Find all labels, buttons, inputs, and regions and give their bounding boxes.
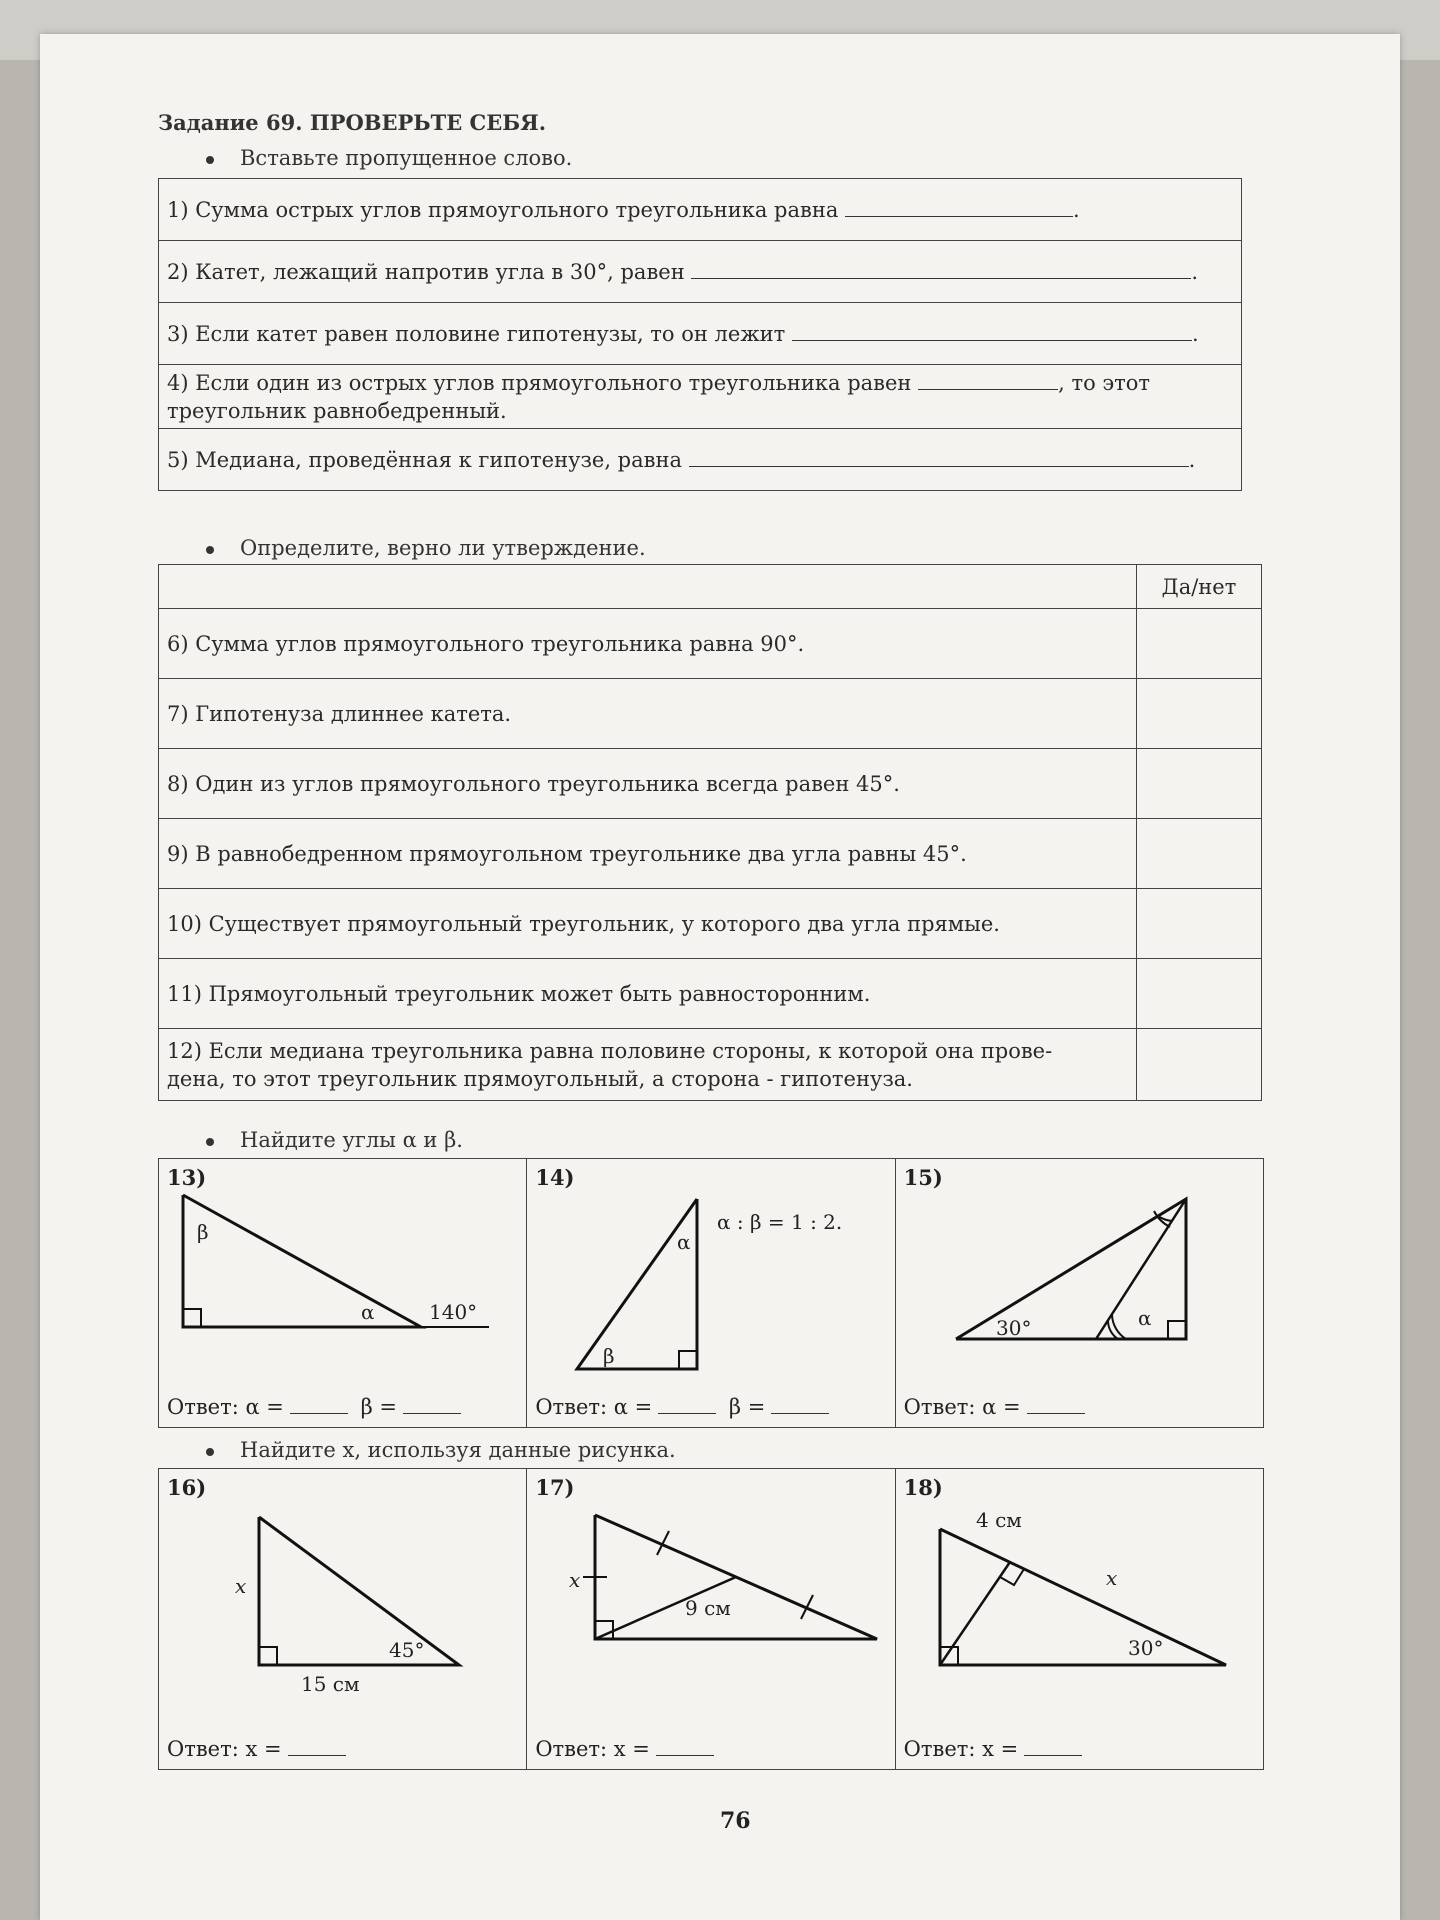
section3-instruction-text: Найдите углы α и β.: [240, 1128, 463, 1152]
tf-answer-cell[interactable]: [1137, 749, 1262, 819]
label-angle-30: 30°: [1127, 1636, 1164, 1660]
fill-cell: [159, 303, 1242, 365]
triangle-13-figure: [159, 1159, 526, 1427]
find-x-problems-grid: [158, 1468, 1264, 1770]
section1-instruction: [206, 146, 572, 170]
answer-line: [167, 1737, 352, 1761]
problem-13: [159, 1159, 527, 1427]
section4-instruction-text: Найдите x, используя данные рисунка.: [240, 1438, 676, 1462]
fill-in-table: [158, 178, 1242, 491]
answer-line: [904, 1395, 1091, 1419]
answer-x-blank[interactable]: [288, 1739, 346, 1756]
triangle-14-figure: [527, 1159, 895, 1427]
tf-row: [159, 1029, 1262, 1101]
label-beta: β: [197, 1220, 209, 1244]
answer-blank[interactable]: [918, 371, 1058, 390]
label-x: x: [235, 1574, 247, 1598]
tf-answer-cell[interactable]: [1137, 679, 1262, 749]
section2-instruction: [206, 536, 646, 560]
fill-text: 5) Медиана, проведённая к гипотенузе, равна: [167, 447, 682, 472]
fill-text: 3) Если катет равен половине гипотенузы, то он лежит: [167, 321, 786, 346]
triangle-16-figure: [159, 1469, 526, 1769]
tf-statement-line2: дена, то этот треугольник прямоугольный, а сторона - гипотенуза.: [167, 1066, 913, 1091]
fill-cell: [159, 365, 1242, 429]
tf-row: [159, 679, 1262, 749]
label-median-9: 9 см: [685, 1596, 732, 1620]
fill-cell: [159, 179, 1242, 241]
problem-14: [527, 1159, 895, 1427]
true-false-table: [158, 564, 1262, 1101]
problem-17: [527, 1469, 895, 1769]
answer-blank[interactable]: [689, 448, 1189, 467]
fill-text: 2) Катет, лежащий напротив угла в 30°, равен: [167, 259, 685, 284]
label-alpha: α: [677, 1230, 691, 1254]
label-angle-45: 45°: [389, 1638, 425, 1662]
triangle-17-figure: [527, 1469, 895, 1769]
tf-answer-cell[interactable]: [1137, 889, 1262, 959]
problem-number: 17): [535, 1475, 575, 1500]
answer-beta-blank[interactable]: [771, 1397, 829, 1414]
problem-number: 16): [167, 1475, 207, 1500]
answer-line: [167, 1395, 467, 1419]
label-alpha: α: [361, 1300, 375, 1324]
answer-line: [904, 1737, 1089, 1761]
triangle-18-figure: [896, 1469, 1264, 1769]
label-x: x: [569, 1568, 581, 1592]
answer-alpha-label: Ответ: α =: [167, 1395, 284, 1419]
section2-instruction-text: Определите, верно ли утверждение.: [240, 536, 646, 560]
tf-statement: 8) Один из углов прямоугольного треугольника всегда равен 45°.: [159, 749, 1137, 819]
task-title: Задание 69. ПРОВЕРЬТЕ СЕБЯ.: [158, 110, 547, 135]
bullet-icon: [206, 156, 214, 164]
problem-15: [896, 1159, 1263, 1427]
fill-row: [159, 241, 1242, 303]
triangle-15-figure: [896, 1159, 1264, 1427]
fill-text-line2: треугольник равнобедренный.: [167, 398, 507, 423]
tf-statement-line1: 12) Если медиана треугольника равна половине стороны, к которой она прове-: [167, 1038, 1053, 1063]
answer-blank[interactable]: [792, 322, 1192, 341]
label-alpha: α: [1137, 1306, 1152, 1330]
tf-statement: 10) Существует прямоугольный треугольник, у которого два угла прямые.: [159, 889, 1137, 959]
tf-row: [159, 749, 1262, 819]
answer-x-label: Ответ: x =: [535, 1737, 650, 1761]
fill-tail: .: [1188, 447, 1196, 472]
bullet-icon: [206, 546, 214, 554]
tf-answer-cell[interactable]: [1137, 819, 1262, 889]
tf-statement: 6) Сумма углов прямоугольного треугольника равна 90°.: [159, 609, 1137, 679]
fill-text: 4) Если один из острых углов прямоугольного треугольника равен: [167, 370, 912, 395]
answer-line: [535, 1395, 835, 1419]
answer-alpha-label: Ответ: α =: [535, 1395, 653, 1419]
answer-line: [535, 1737, 720, 1761]
tf-header-yes-no: Да/нет: [1137, 565, 1262, 609]
answer-beta-label: β =: [360, 1395, 398, 1419]
fill-row: [159, 303, 1242, 365]
label-exterior-angle: 140°: [429, 1300, 478, 1324]
tf-row: [159, 609, 1262, 679]
fill-tail: .: [1191, 321, 1199, 346]
problem-number: 13): [167, 1165, 207, 1190]
problem-16: [159, 1469, 527, 1769]
fill-cell: [159, 241, 1242, 303]
problem-number: 15): [903, 1165, 943, 1190]
problem-number: 14): [535, 1165, 575, 1190]
answer-blank[interactable]: [845, 198, 1073, 217]
angles-problems-grid: [158, 1158, 1264, 1428]
tf-answer-cell[interactable]: [1137, 959, 1262, 1029]
answer-x-blank[interactable]: [1024, 1739, 1082, 1756]
page-number: 76: [720, 1808, 751, 1834]
tf-statement: [159, 1029, 1137, 1101]
label-side-4: 4 см: [975, 1508, 1022, 1532]
fill-cell: [159, 429, 1242, 491]
label-angle-30: 30°: [995, 1316, 1032, 1340]
answer-x-blank[interactable]: [656, 1739, 714, 1756]
answer-x-label: Ответ: x =: [903, 1737, 1019, 1761]
fill-tail: .: [1191, 259, 1199, 284]
fill-text: 1) Сумма острых углов прямоугольного треугольника равна: [167, 197, 839, 222]
tf-row: [159, 959, 1262, 1029]
answer-alpha-blank[interactable]: [1027, 1397, 1085, 1414]
fill-tail: .: [1073, 197, 1080, 222]
answer-blank[interactable]: [691, 260, 1191, 279]
tf-statement: 11) Прямоугольный треугольник может быть равносторонним.: [159, 959, 1137, 1029]
answer-alpha-blank[interactable]: [658, 1397, 716, 1414]
answer-beta-blank[interactable]: [403, 1397, 461, 1414]
label-side-15: 15 см: [301, 1672, 360, 1696]
label-x: x: [1105, 1566, 1117, 1590]
tf-answer-cell[interactable]: [1137, 609, 1262, 679]
fill-tail: , то этот: [1058, 370, 1151, 395]
tf-statement: 7) Гипотенуза длиннее катета.: [159, 679, 1137, 749]
bullet-icon: [206, 1138, 214, 1146]
worksheet-page: [40, 34, 1400, 1920]
answer-beta-label: β =: [728, 1395, 766, 1419]
answer-alpha-label: Ответ: α =: [903, 1395, 1021, 1419]
tf-header-blank: [159, 565, 1137, 609]
fill-row: [159, 179, 1242, 241]
tf-header-row: [159, 565, 1262, 609]
fill-row: [159, 365, 1242, 429]
fill-row: [159, 429, 1242, 491]
answer-alpha-blank[interactable]: [290, 1397, 348, 1414]
tf-answer-cell[interactable]: [1137, 1029, 1262, 1101]
tf-row: [159, 889, 1262, 959]
section4-instruction: [206, 1438, 676, 1462]
tf-statement: 9) В равнобедренном прямоугольном треугольнике два угла равны 45°.: [159, 819, 1137, 889]
label-ratio: α : β = 1 : 2.: [717, 1210, 843, 1234]
problem-number: 18): [903, 1475, 943, 1500]
answer-x-label: Ответ: x =: [167, 1737, 282, 1761]
section1-instruction-text: Вставьте пропущенное слово.: [240, 146, 573, 170]
tf-row: [159, 819, 1262, 889]
bullet-icon: [206, 1448, 214, 1456]
section3-instruction: [206, 1128, 463, 1152]
problem-18: [896, 1469, 1263, 1769]
label-beta: β: [603, 1344, 615, 1368]
